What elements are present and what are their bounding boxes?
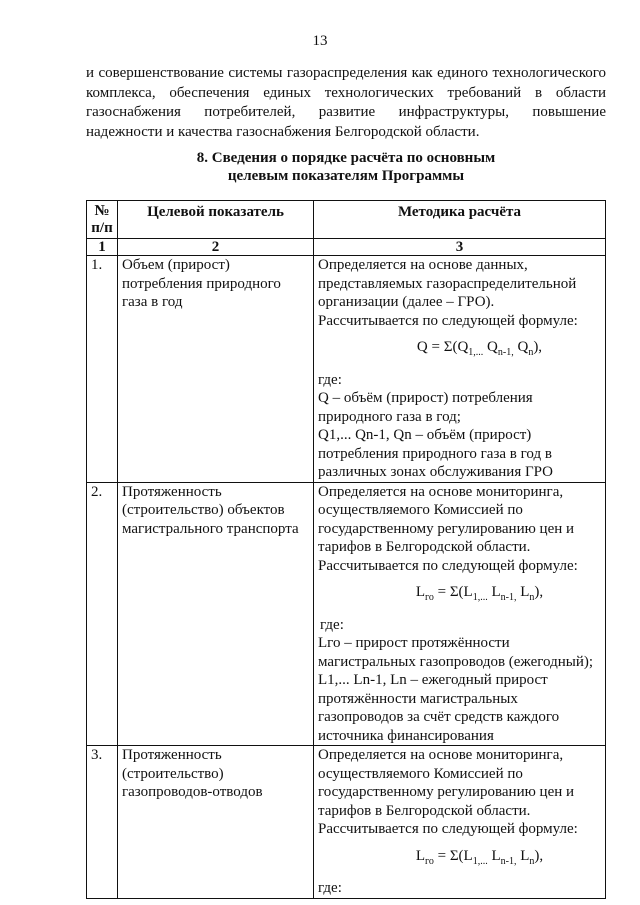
row-number: 2. bbox=[87, 482, 118, 746]
column-number: 3 bbox=[314, 239, 606, 256]
section-title-line2: целевым показателям Программы bbox=[227, 168, 465, 184]
method-intro: Определяется на основе мониторинга, осуществляемого Комиссией по государственному регулированию цен и тарифов в Белгородской области. bbox=[318, 747, 575, 819]
table-row bbox=[87, 482, 606, 746]
page-number: 13 bbox=[312, 33, 328, 49]
header-method: Методика расчёта bbox=[314, 201, 606, 239]
table-header-row bbox=[87, 201, 606, 239]
method-intro: Определяется на основе мониторинга, осуществляемого Комиссией по государственному регулированию цен и тарифов в Белгородской области. bbox=[318, 483, 575, 555]
formula: $Q = \Sigma(Q_{1,...}$ $Q_{n-1,}$ $Q_n$), bbox=[416, 339, 543, 358]
section-title-line1: 8. Сведения о порядке расчёта по основным bbox=[196, 150, 496, 166]
intro-paragraph bbox=[86, 64, 606, 142]
row-number: 3. bbox=[87, 746, 118, 899]
method-calc: Рассчитывается по следующей формуле: bbox=[318, 821, 578, 837]
method-def: Q1,... Qn-1, Qn – объём (прирост) потребления природного газа в год в различных зонах обслуживания ГРО bbox=[318, 427, 554, 480]
row-indicator: Объем (прирост) потребления природного газа в год bbox=[118, 256, 314, 483]
table-row bbox=[87, 256, 606, 483]
method-def: Q – объём (прирост) потребления природного газа в год; bbox=[318, 390, 533, 425]
row-indicator: Протяженность (строительство) газопроводов-отводов bbox=[118, 746, 314, 899]
section-title bbox=[86, 149, 606, 185]
method-calc: Рассчитывается по следующей формуле: bbox=[318, 557, 578, 574]
row-method bbox=[314, 482, 606, 746]
formula: $L_{го} = \Sigma(L_{1,...}$ $L_{n-1,}$ $L_n$), bbox=[415, 584, 544, 603]
method-def: L1,... Ln-1, Ln – ежегодный прирост протяжённости магистральных газопроводов за счёт средств каждого источника финансирования bbox=[318, 672, 560, 744]
column-number: 1 bbox=[87, 239, 118, 256]
table-row bbox=[87, 746, 606, 899]
method-where: где: bbox=[318, 880, 342, 896]
intro-text: и совершенствование системы газораспределения как единого технологического комплекса, обеспечения единых технологических требований в области газоснабжения потребителей, развитие инфраструктуры, повышение надежности и качества газоснабжения Белгородской области. bbox=[86, 65, 606, 140]
row-indicator: Протяженность (строительство) объектов магистрального транспорта bbox=[118, 482, 314, 746]
header-num: № п/п bbox=[87, 201, 118, 239]
header-indicator: Целевой показатель bbox=[118, 201, 314, 239]
column-number-row bbox=[87, 239, 606, 256]
row-number: 1. bbox=[87, 256, 118, 483]
method-def: Lго – прирост протяжённости магистральных газопроводов (ежегодный); bbox=[318, 635, 594, 670]
formula: $L_{го} = \Sigma(L_{1,...}$ $L_{n-1,}$ $L_n$), bbox=[415, 847, 544, 867]
row-method bbox=[314, 256, 606, 483]
method-where: где: bbox=[318, 371, 342, 388]
method-intro: Определяется на основе данных, представляемых газораспределительной организации (далее – ГРО). bbox=[318, 257, 577, 310]
indicators-table bbox=[86, 200, 606, 899]
row-method bbox=[314, 746, 606, 899]
method-calc: Рассчитывается по следующей формуле: bbox=[318, 312, 578, 329]
method-where: где: bbox=[320, 616, 344, 633]
column-number: 2 bbox=[118, 239, 314, 256]
